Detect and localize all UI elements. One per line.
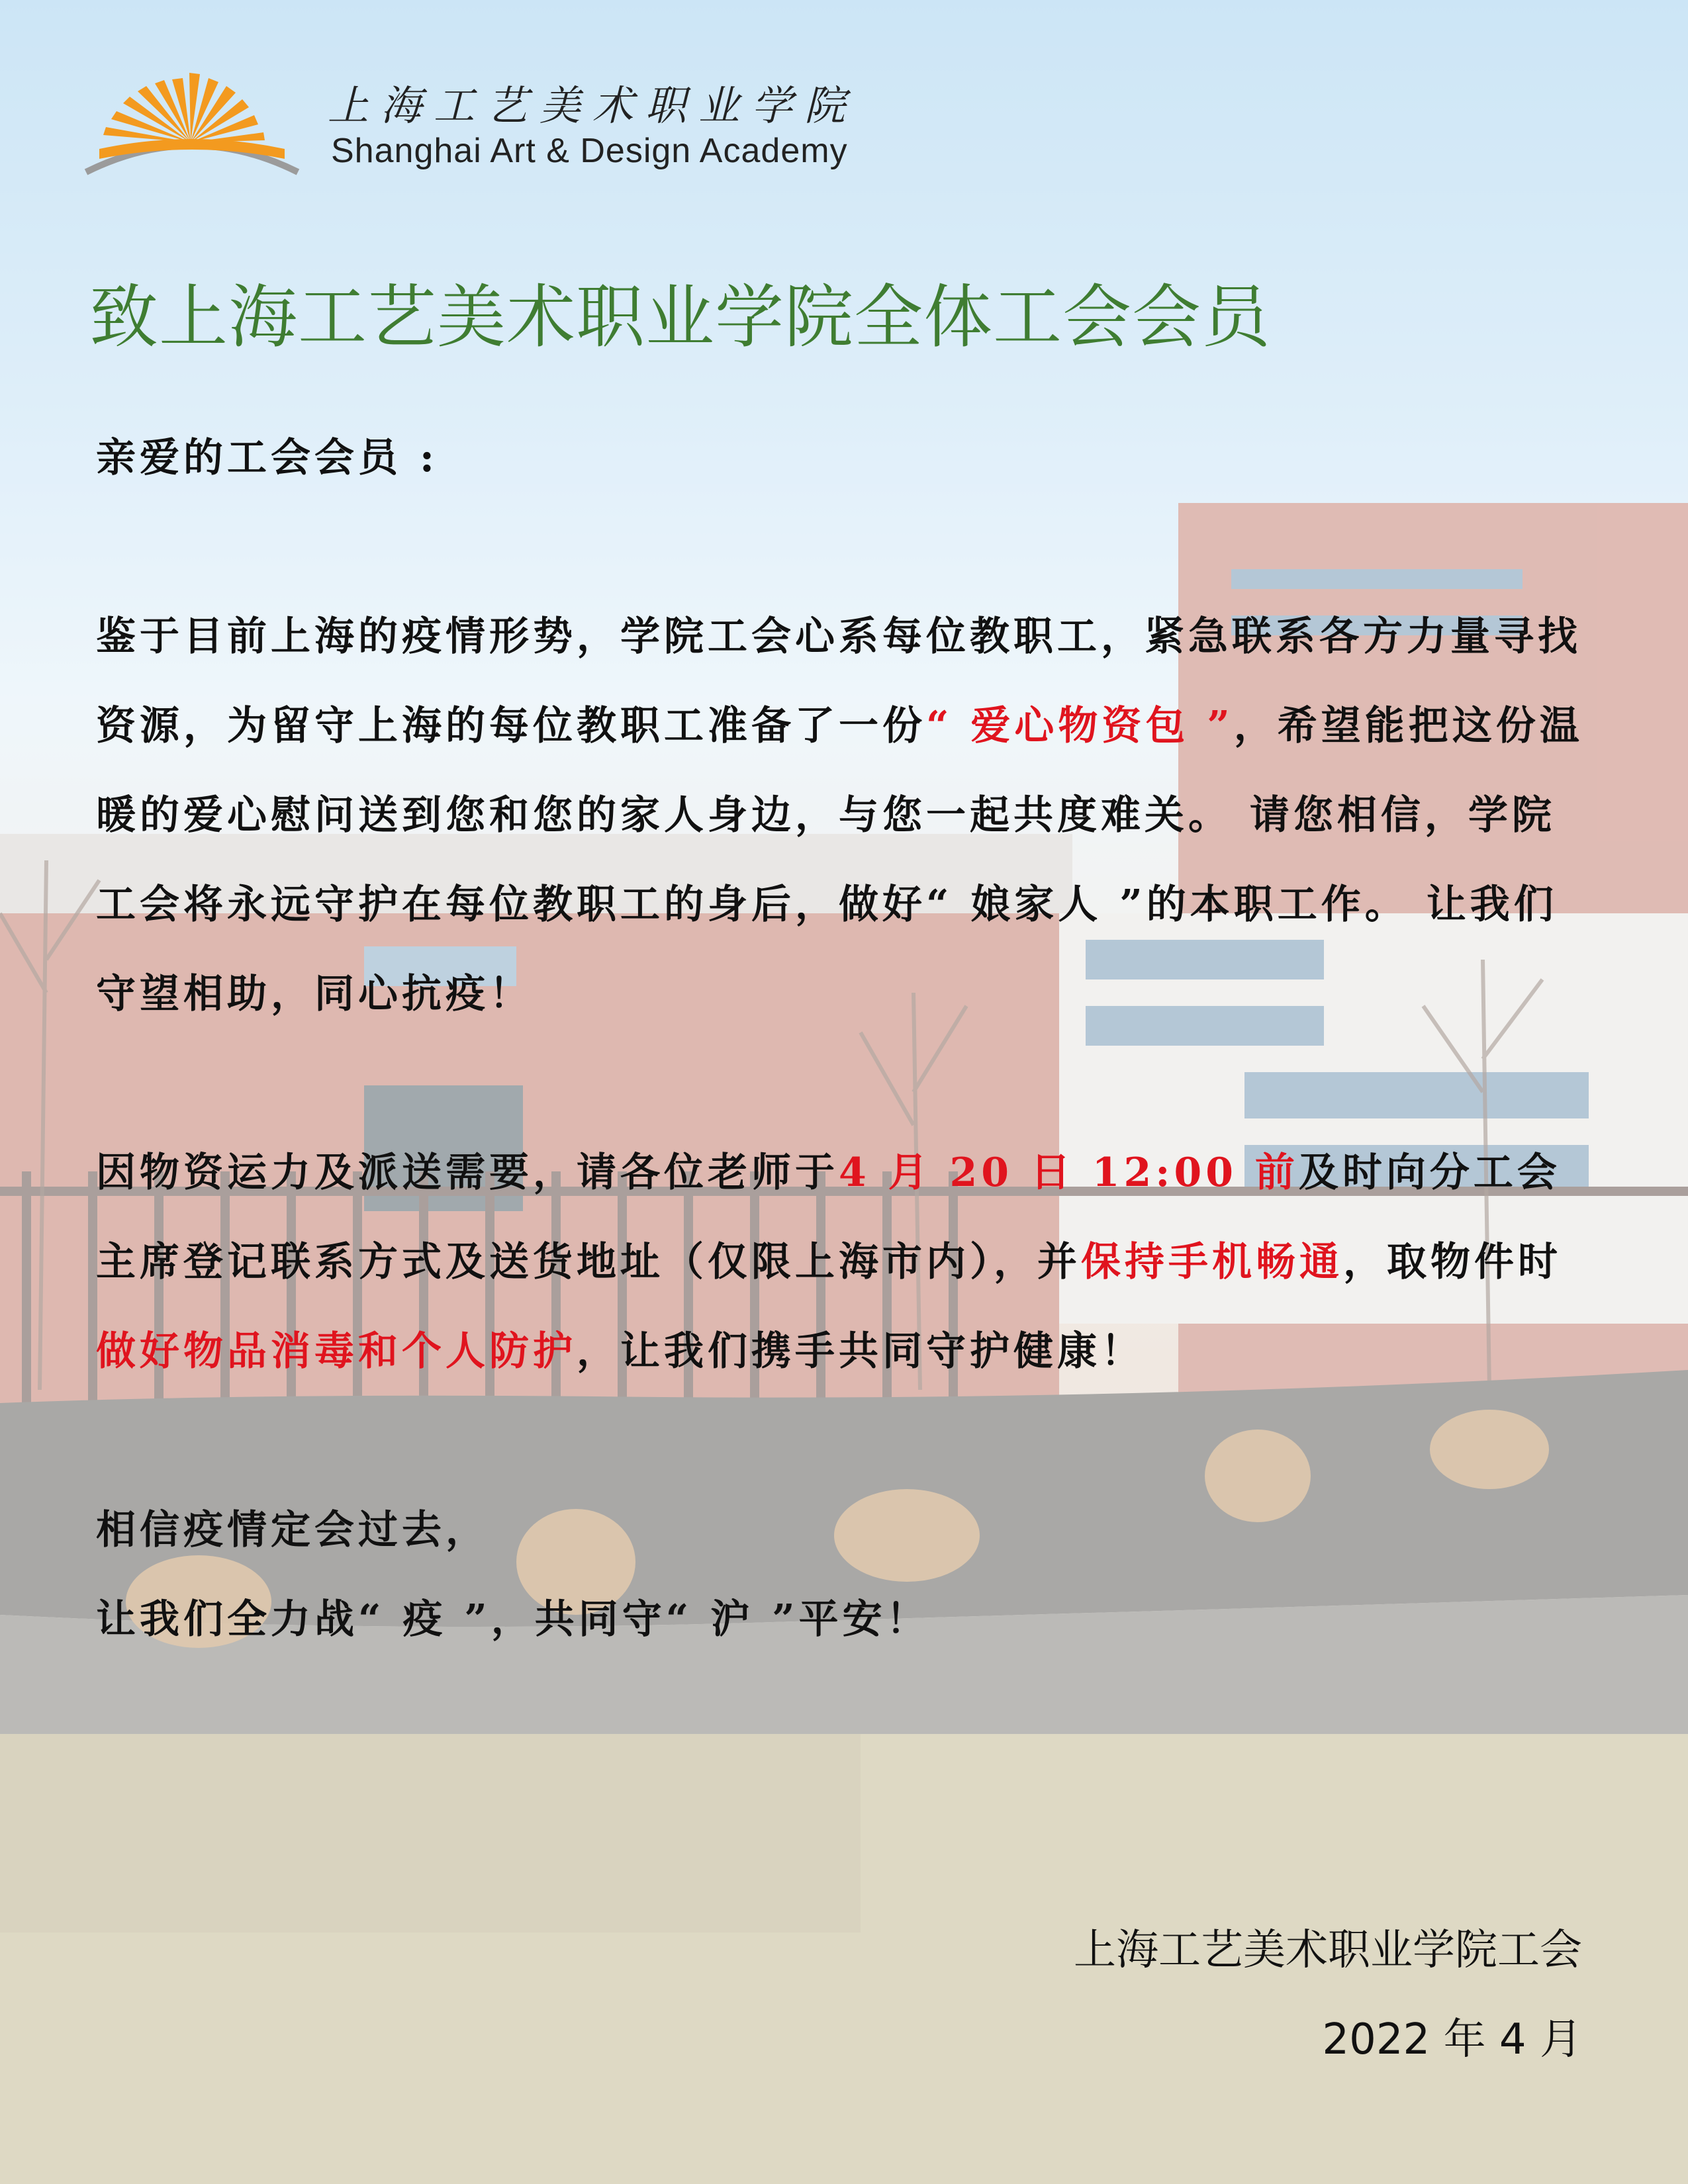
phone-highlight: 保持手机畅通 xyxy=(1081,1239,1343,1285)
academy-logo xyxy=(73,66,867,179)
sunburst-logo-icon xyxy=(73,66,311,179)
signature-date: 2022 年 4 月 xyxy=(1322,2015,1582,2064)
closing-line-2: 让我们全力战“ 疫 ”，共同守“ 沪 ”平安！ xyxy=(96,1596,930,1643)
paragraph-1 xyxy=(96,592,1599,1039)
paragraph-2-text-d: ，让我们携手共同守护健康！ xyxy=(577,1328,1145,1375)
logo-english-name: Shanghai Art & Design Academy xyxy=(331,132,848,170)
page-title: 致上海工艺美术职业学院全体工会会员 xyxy=(89,277,1272,357)
signature-organization: 上海工艺美术职业学院工会 xyxy=(1074,1926,1582,1975)
protection-highlight: 做好物品消毒和个人防护 xyxy=(96,1328,577,1375)
letter-body xyxy=(96,414,1599,1664)
deadline-highlight: 4 月 20 日 12:00 前 xyxy=(839,1150,1299,1196)
logo-chinese-name: 上海工艺美术职业学院 xyxy=(328,81,858,130)
paragraph-2-text-a: 因物资运力及派送需要，请各位老师于 xyxy=(96,1150,839,1196)
paragraph-1-text-b: ，希望能把这份温暖的爱心慰问送到您和您的家人身边，与您一起共度难关。 请您相信，学院工会将永远守护在每位教职工的身后，做好“ 娘家人 ”的本职工作。 让我们守望相助，同心抗疫！ xyxy=(96,703,1583,1017)
paragraph-2 xyxy=(96,1128,1599,1396)
paragraph-1-text-a: 鉴于目前上海的疫情形势，学院工会心系每位教职工，紧急联系各方力量寻找资源，为留守上海的每位教职工准备了一份 xyxy=(96,614,1581,749)
signature-block xyxy=(1074,1906,1582,2085)
greeting: 亲爱的工会会员 : xyxy=(96,435,439,481)
closing-line-1: 相信疫情定会过去， xyxy=(96,1507,489,1553)
paragraph-2-text-c: ，取物件时 xyxy=(1343,1239,1562,1285)
paragraph-2-text-b: 及时向分工会主席登记联系方式及送货地址（仅限上海市内），并 xyxy=(96,1150,1561,1285)
paragraph-1-highlight: “ 爱心物资包 ” xyxy=(926,703,1234,749)
